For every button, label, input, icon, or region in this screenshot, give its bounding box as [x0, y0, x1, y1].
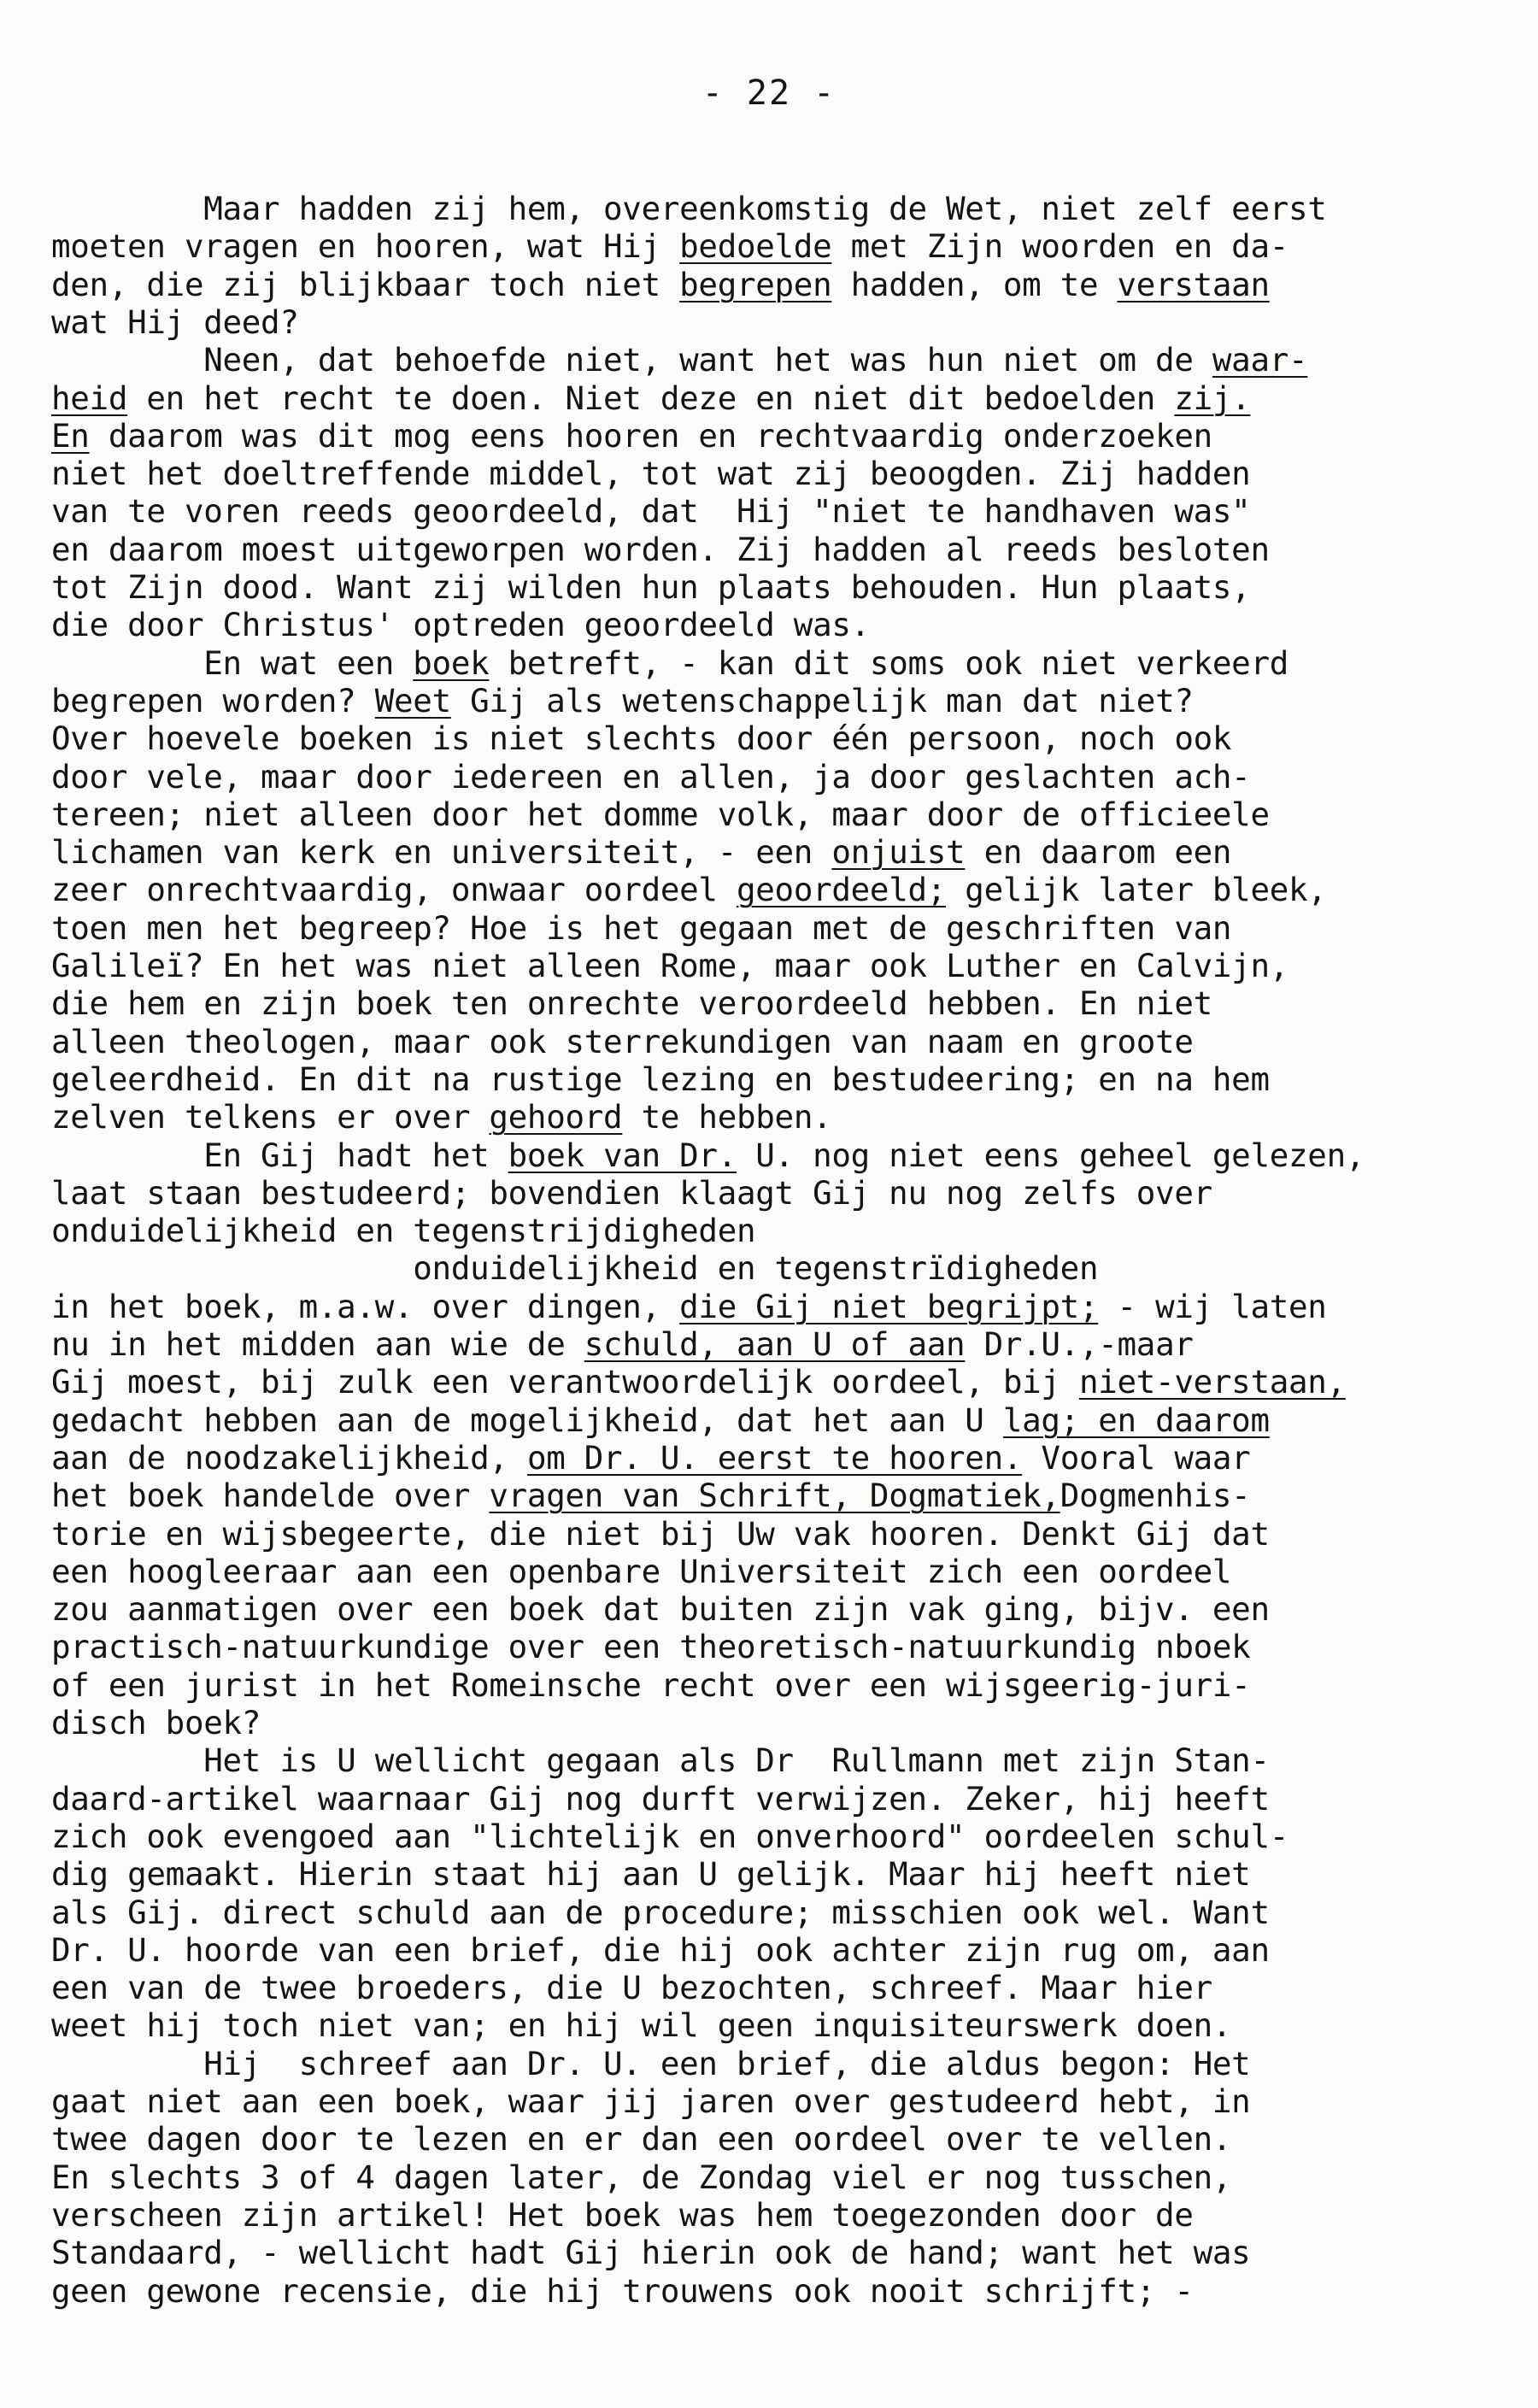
- underlined-phrase: om Dr. U. eerst te hooren.: [526, 1438, 1023, 1477]
- text-line: door vele, maar door iedereen en allen, ja door geslachten ach-: [51, 757, 1251, 796]
- text-line: Neen, dat behoefde niet, want het was hun niet om de waar-: [51, 341, 1308, 379]
- text-line: die door Christus' optreden geoordeeld was.: [51, 606, 870, 644]
- text-line: Dr. U. hoorde van een brief, die hij ook achter zijn rug om, aan: [51, 1930, 1270, 1969]
- text-line: zou aanmatigen over een boek dat buiten zijn vak ging, bijv. een: [51, 1590, 1270, 1629]
- underlined-phrase: lag; en daarom: [1002, 1401, 1270, 1439]
- text-line: niet het doeltreffende middel, tot wat zij beoogden. Zij hadden: [51, 455, 1251, 493]
- text-line: Over hoevele boeken is niet slechts door één persoon, noch ook: [51, 719, 1232, 758]
- text-line: tereen; niet alleen door het domme volk, maar door de officieele: [51, 795, 1270, 833]
- text-line: zich ook evengoed aan "lichtelijk en onverhoord" oordeelen schul-: [51, 1817, 1289, 1855]
- text-line: Gij moest, bij zulk een verantwoordelijk oordeel, bij niet-verstaan,: [51, 1363, 1346, 1401]
- text-line: zelven telkens er over gehoord te hebben.: [51, 1098, 832, 1136]
- underlined-phrase: niet-verstaan,: [1078, 1363, 1346, 1401]
- text-line: gedacht hebben aan de mogelijkheid, dat het aan U lag; en daarom: [51, 1401, 1270, 1439]
- text-line: practisch-natuurkundige over een theoretisch-natuurkundig nboek: [51, 1628, 1251, 1666]
- underlined-phrase: En: [51, 416, 90, 455]
- text-line: nu in het midden aan wie de schuld, aan U of aan Dr.U.,-maar: [51, 1325, 1194, 1363]
- underlined-phrase: onjuist: [831, 833, 966, 872]
- underlined-phrase: schuld, aan U of aan: [584, 1325, 966, 1363]
- text-line: En daarom was dit mog eens hooren en rechtvaardig onderzoeken: [51, 416, 1212, 455]
- text-line: daard-artikel waarnaar Gij nog durft verwijzen. Zeker, hij heeft: [51, 1779, 1270, 1818]
- text-line: onduidelijkheid en tegenstrijdigheden: [51, 1212, 756, 1250]
- underlined-phrase: begrepen: [679, 265, 832, 303]
- text-line: in het boek, m.a.w. over dingen, die Gij niet begrijpt; - wij laten: [51, 1287, 1327, 1325]
- text-line: dig gemaakt. Hierin staat hij aan U gelijk. Maar hij heeft niet: [51, 1855, 1251, 1894]
- underlined-phrase: die Gij niet begrijpt;: [679, 1287, 1099, 1325]
- underlined-phrase: gehoord: [489, 1098, 623, 1136]
- text-line: die hem en zijn boek ten onrechte veroordeeld hebben. En niet: [51, 984, 1212, 1023]
- text-line: het boek handelde over vragen van Schrift, Dogmatiek,Dogmenhis-: [51, 1477, 1251, 1515]
- text-line: moeten vragen en hooren, wat Hij bedoelde met Zijn woorden en da-: [51, 227, 1289, 266]
- underlined-phrase: zij.: [1174, 379, 1251, 417]
- text-line: wat Hij deed?: [51, 302, 299, 341]
- text-line: En slechts 3 of 4 dagen later, de Zondag viel er nog tusschen,: [51, 2158, 1232, 2196]
- text-line: En Gij hadt het boek van Dr. U. nog niet eens geheel gelezen,: [51, 1136, 1365, 1174]
- text-line: Het is U wellicht gegaan als Dr Rullmann met zijn Stan-: [51, 1741, 1270, 1780]
- text-line: En wat een boek betreft, - kan dit soms ook niet verkeerd: [51, 643, 1289, 682]
- text-line: torie en wijsbegeerte, die niet bij Uw vak hooren. Denkt Gij dat: [51, 1514, 1270, 1553]
- text-line: en daarom moest uitgeworpen worden. Zij hadden al reeds besloten: [51, 530, 1270, 568]
- text-line: tot Zijn dood. Want zij wilden hun plaats behouden. Hun plaats,: [51, 568, 1251, 606]
- text-line: heid en het recht te doen. Niet deze en niet dit bedoelden zij.: [51, 379, 1251, 417]
- text-line: of een jurist in het Romeinsche recht over een wijsgeerig-juri-: [51, 1665, 1251, 1704]
- text-line: begrepen worden? Weet Gij als wetenschappelijk man dat niet?: [51, 681, 1194, 719]
- text-line: een hoogleeraar aan een openbare Universiteit zich een oordeel: [51, 1552, 1232, 1590]
- text-line: verscheen zijn artikel! Het boek was hem toegezonden door de: [51, 2195, 1194, 2234]
- text-line: Maar hadden zij hem, overeenkomstig de Wet, niet zelf eerst: [51, 190, 1327, 227]
- underlined-phrase: heid: [51, 379, 128, 417]
- underlined-phrase: boek: [413, 643, 490, 682]
- text-line: onduidelijkheid en tegenstrïdigheden: [51, 1249, 1099, 1288]
- underlined-phrase: verstaan: [1117, 265, 1270, 303]
- underlined-phrase: Weet: [374, 681, 451, 719]
- text-line: twee dagen door te lezen en er dan een oordeel over te vellen.: [51, 2120, 1232, 2158]
- text-line: lichamen van kerk en universiteit, - een onjuist en daarom een: [51, 833, 1232, 872]
- text-line: Standaard, - wellicht hadt Gij hierin ook de hand; want het was: [51, 2234, 1251, 2272]
- text-line: van te voren reeds geoordeeld, dat Hij "niet te handhaven was": [51, 492, 1251, 531]
- text-line: weet hij toch niet van; en hij wil geen inquisiteurswerk doen.: [51, 2006, 1232, 2045]
- text-line: aan de noodzakelijkheid, om Dr. U. eerst te hooren. Vooral waar: [51, 1438, 1251, 1477]
- text-line: Hij schreef aan Dr. U. een brief, die aldus begon: Het: [51, 2044, 1251, 2082]
- text-line: gaat niet aan een boek, waar jij jaren over gestudeerd hebt, in: [51, 2082, 1251, 2120]
- text-line: zeer onrechtvaardig, onwaar oordeel geoordeeld; gelijk later bleek,: [51, 871, 1327, 909]
- underlined-phrase: geoordeeld;: [736, 871, 947, 909]
- text-line: laat staan bestudeerd; bovendien klaagt Gij nu nog zelfs over: [51, 1173, 1212, 1212]
- text-line: disch boek?: [51, 1704, 261, 1741]
- text-line: geen gewone recensie, die hij trouwens ook nooit schrijft; -: [51, 2271, 1194, 2310]
- text-line: geleerdheid. En dit na rustige lezing en bestudeering; en na hem: [51, 1060, 1270, 1098]
- underlined-phrase: bedoelde: [679, 227, 832, 266]
- underlined-phrase: vragen van Schrift, Dogmatiek,: [489, 1477, 1060, 1515]
- text-line: alleen theologen, maar ook sterrekundigen van naam en groote: [51, 1022, 1194, 1060]
- underlined-phrase: waar-: [1212, 341, 1308, 379]
- underlined-phrase: boek van Dr.: [508, 1136, 737, 1174]
- page-number: - 22 -: [701, 73, 837, 113]
- text-line: een van de twee broeders, die U bezochten, schreef. Maar hier: [51, 1969, 1212, 2007]
- text-line: toen men het begreep? Hoe is het gegaan met de geschriften van: [51, 908, 1232, 947]
- text-line: als Gij. direct schuld aan de procedure; misschien ook wel. Want: [51, 1893, 1270, 1931]
- text-line: Galileï? En het was niet alleen Rome, maar ook Luther en Calvijn,: [51, 947, 1289, 984]
- text-line: den, die zij blijkbaar toch niet begrepen hadden, om te verstaan: [51, 265, 1270, 303]
